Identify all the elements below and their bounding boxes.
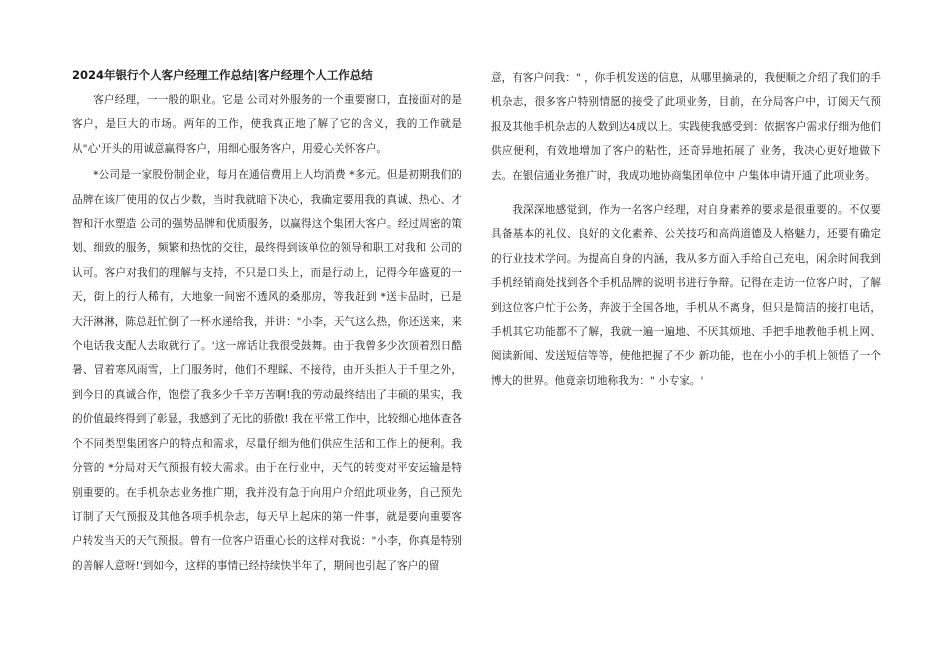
paragraph-company-client: *公司是一家股份制企业，每月在通信费用上人均消费 *多元。但是初期我们的品牌在该厂使用的仅占少数，当时我就暗下决心，我确定要用我的真诚、热心、才智和汗水塑造 公司的强势品牌和优质服务，以赢得这个集团大客户。经过周密的策划、细致的服务，频繁和热忱的交往，最终得到该单位的领导和职工对我和 公司的认可。客户对我们的理解与支持，不只是口头上，而是行动上，记得今年盛夏的一天，街上的行人稀有，大地象一间密不透风的桑那房，等我赶到 *送卡品时，已是大汗淋淋，陈总赶忙倒了一杯水递给我，并讲："小李，天气这么热，你还送来，来个电话我支配人去取就行了。'这一席话让我很受鼓舞。由于我曾多少次顶着烈日酷暑、冒着寒风雨雪，上门服务时，他们不理睬、不接待，由开头拒人于千里之外，到今日的真诚合作，饱偿了我多少千辛万苦啊!我的劳动最终结出了丰硕的果实，我的价值最终得到了彰显，我感到了无比的骄傲! 我在平常工作中，比较细心地体查各个不同类型集团客户的特点和需求，尽量仔细为他们供应生活和工作上的便利。我分管的 *分局对天气预报有较大需求。由于在行业中，天气的转变对平安运输是特别重要的。在手机杂志业务推广期，我并没有急于向用户介绍此项业务，自己预先订制了天气预报及其他各项手机杂志，每天早上起床的第一件事，就是要向重要客户转发当天的天气预报。曾有一位客户语重心长的这样对我说："小李，你真是特别的善解人意呀!'到如今，这样的事情已经持续快半年了，期间也引起了客户的留 xyxy=(72,169,462,572)
paragraph-intro: 客户经理，一一般的职业。它是 公司对外服务的一个重要窗口，直接面对的是客户，是巨大的市场。两年的工作，使我真正地了解了它的含义，我的工作就是从"心'开头的用诚意赢得客户，用细心服务客户，用爱心关怀客户。 xyxy=(72,94,462,155)
left-column xyxy=(72,66,462,578)
paragraph-self-improvement: 我深深地感觉到，作为一名客户经理，对自身素养的要求是很重要的。不仅要具备基本的礼仪、良好的文化素养、公关技巧和高尚道德及人格魅力，还要有确定的行业技术学问。为提高自身的内涵，我从多方面入手给自己充电，闲余时间我到手机经销商处找到各个手机品牌的说明书进行争辩。记得在走访一位客户时，了解到这位客户忙于公务，奔波于全国各地，手机从不离身，但只是简洁的接打电话，手机其它功能都不了解，我就一遍一遍地、不厌其烦地、手把手地教他手机上网、阅读新闻、发送短信等等，使他把握了不少 新功能，也在小小的手机上领悟了一个博大的世界。他竟亲切地称我为：" 小专家。' xyxy=(491,204,881,387)
document-title: 2024年银行个人客户经理工作总结|客户经理个人工作总结 xyxy=(72,68,373,82)
right-column xyxy=(491,66,881,393)
paragraph-continued: 意，有客户问我：" ，你手机发送的信息，从哪里摘录的，我便顺之介绍了我们的手机杂志，很多客户特别情愿的接受了此项业务，目前，在分局客户中，订阅天气预报及其他手机杂志的人数到达4成以上。实践使我感受到：依据客户需求仔细为他们供应便利，有效地增加了客户的粘性，还奇异地拓展了 业务，我决心更好地做下去。在银信通业务推广时，我成功地协商集团单位中 户集体申请开通了此项业务。 xyxy=(491,72,881,182)
